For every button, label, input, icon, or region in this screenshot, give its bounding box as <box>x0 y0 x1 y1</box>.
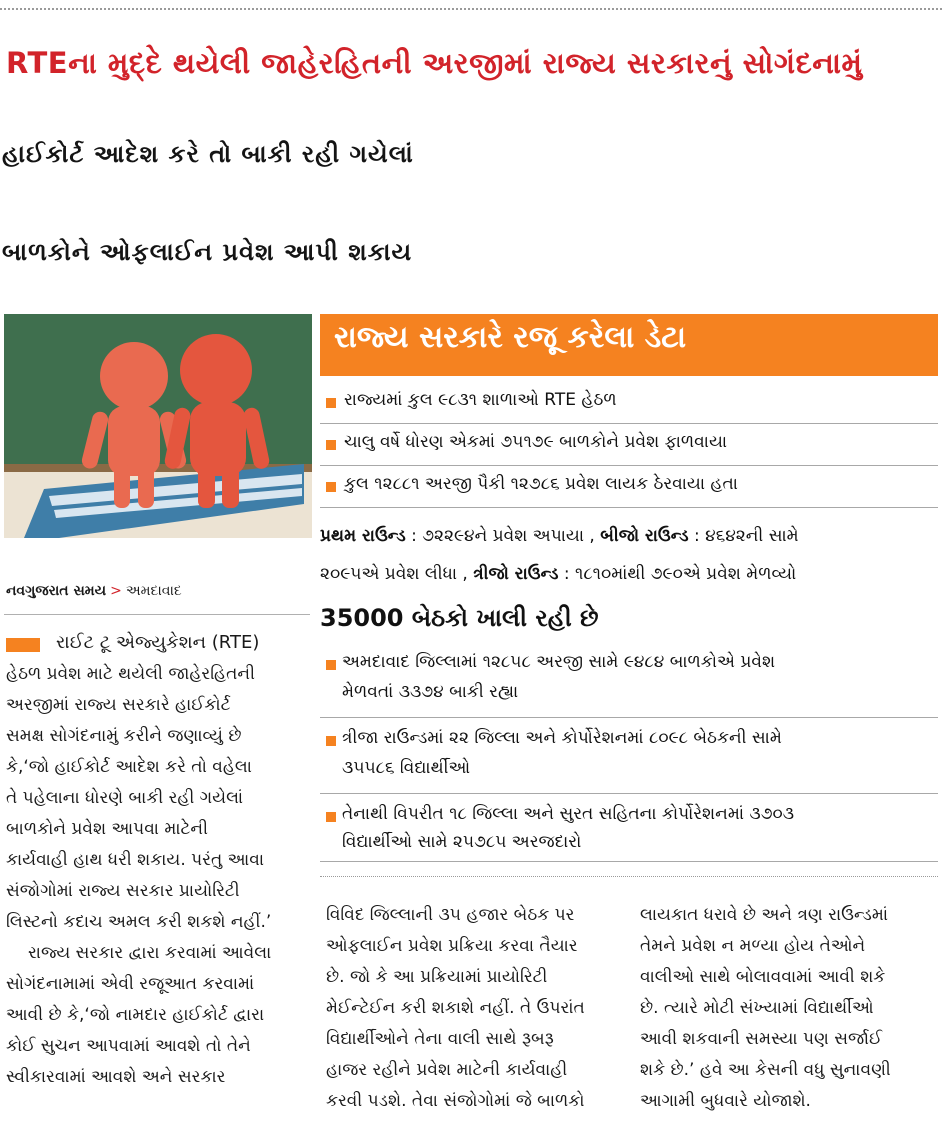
article-line: આવી શકવાની સમસ્યા પણ સર્જાઈ <box>640 1029 883 1049</box>
seat-item-line: મેળવતાં ૩૩૭૪ બાકી રહ્યા <box>342 682 519 702</box>
article-line: લાયકાત ધરાવે છે અને ત્રણ રાઉન્ડમાં <box>640 905 888 925</box>
bullet-square-icon <box>326 398 336 408</box>
article-line: કે,‘જો હાઈકોર્ટ આદેશ કરે તો વહેલા <box>6 757 252 777</box>
rounds-line-1 <box>320 526 799 546</box>
round-2-continuation: ૨૦૯૫એ પ્રવેશ લીધા , <box>320 564 468 584</box>
article-line: ઓફલાઈન પ્રવેશ પ્રક્રિયા કરવા તૈયાર <box>326 936 578 956</box>
bullet-square-icon <box>326 812 336 822</box>
seat-item <box>320 802 938 862</box>
article-line: હાજર રહીને પ્રવેશ માટેની કાર્યવાહી <box>326 1060 568 1080</box>
article-line: કરવી પડશે. તેવા સંજોગોમાં જે બાળકો <box>326 1091 585 1111</box>
seat-item <box>320 650 938 718</box>
illustration-svg <box>4 314 312 538</box>
data-bullet-row <box>320 382 938 424</box>
bullet-square-icon <box>326 660 336 670</box>
article-line: લિસ્ટનો કદાચ અમલ કરી શકશે નહીં.’ <box>6 912 272 932</box>
round-1-text: : ૭૨૨૯૪ને પ્રવેશ અપાયા , <box>411 526 595 546</box>
main-headline-line-1: હાઈકોર્ટ આદેશ કરે તો બાકી રહી ગયેલાં <box>2 140 414 168</box>
section-divider <box>320 876 938 877</box>
seat-item-line: અમદાવાદ જિલ્લામાં ૧૨૮૫૮ અરજી સામે ૯૪૮૪ બાળકોએ પ્રવેશ <box>342 652 776 672</box>
article-line: વિદ્યાર્થીઓને તેના વાલી સાથે રૂબરૂ <box>326 1029 554 1049</box>
byline <box>6 583 182 599</box>
main-headline-line-2: બાળકોને ઓફલાઈન પ્રવેશ આપી શકાય <box>2 238 413 266</box>
byline-place: અમદાવાદ <box>125 583 182 599</box>
seat-item-line: ત્રીજા રાઉન્ડમાં ૨૨ જિલ્લા અને કોર્પોરેશનમાં ૮૦૯૮ બેઠકની સામે <box>342 728 782 748</box>
article-line: કાર્યવાહી હાથ ધરી શકાય. પરંતુ આવા <box>6 850 265 870</box>
article-line: સોગંદનામામાં એવી રજૂઆત કરવામાં <box>6 974 255 994</box>
kicker-headline: RTEના મુદ્દે થયેલી જાહેરહિતની અરજીમાં રાજ્ય સરકારનું સોગંદનામું <box>6 46 863 80</box>
children-illustration <box>4 314 312 538</box>
article-line: અરજીમાં રાજ્ય સરકારે હાઈકોર્ટ <box>6 695 231 715</box>
data-bullet-row <box>320 424 938 466</box>
data-bullet-text: કુલ ૧૨૮૮૧ અરજી પૈકી ૧૨૭૮૬ પ્રવેશ લાયક ઠેરવાયા હતા <box>344 474 738 494</box>
round-2-label: બીજો રાઉન્ડ <box>600 526 689 546</box>
rounds-line-2 <box>320 564 796 584</box>
article-line: રાજ્ય સરકાર દ્વારા કરવામાં આવેલા <box>28 943 272 963</box>
round-2-text: : ૪૬૪૨ની સામે <box>694 526 799 546</box>
data-bullet-row <box>320 466 938 508</box>
article-line: વિવિદ જિલ્લાની ૩૫ હજાર બેઠક પર <box>326 905 575 925</box>
round-3-text: : ૧૮૧૦માંથી ૭૯૦એ પ્રવેશ મેળવ્યો <box>563 564 797 584</box>
round-1-label: પ્રથમ રાઉન્ડ <box>320 526 406 546</box>
lead-paragraph-marker <box>6 638 40 652</box>
byline-source: નવગુજરાત સમય <box>6 583 107 599</box>
article-line: સ્વીકારવામાં આવશે અને સરકાર <box>6 1067 226 1087</box>
article-line: તેમને પ્રવેશ ન મળ્યા હોય તેઓને <box>640 936 866 956</box>
article-line: હેઠળ પ્રવેશ માટે થયેલી જાહેરહિતની <box>6 664 255 684</box>
article-line: શકે છે.’ હવે આ કેસની વધુ સુનાવણી <box>640 1060 891 1080</box>
article-line: બાળકોને પ્રવેશ આપવા માટેની <box>6 819 208 839</box>
article-line: તે પહેલાના ધોરણે બાકી રહી ગયેલાં <box>6 788 244 808</box>
bullet-square-icon <box>326 736 336 746</box>
data-box-title: રાજ્ય સરકારે રજૂ કરેલા ડેટા <box>334 320 687 355</box>
article-line: સંજોગોમાં રાજ્ય સરકાર પ્રાયોરિટી <box>6 881 240 901</box>
data-box-header-bar <box>320 314 938 376</box>
article-line: આવી છે કે,‘જો નામદાર હાઈકોર્ટ દ્વારા <box>6 1005 265 1025</box>
round-3-label: ત્રીજો રાઉન્ડ <box>473 564 559 584</box>
article-line: રાઈટ ટૂ એજ્યુકેશન (RTE) <box>56 632 260 653</box>
top-dotted-rule <box>0 8 942 10</box>
government-data-box <box>320 314 938 862</box>
byline-arrow-icon: > <box>110 583 122 599</box>
seat-item-line: ૩૫૫૮૬ વિદ્યાર્થીઓ <box>342 758 471 778</box>
article-line: છે. જો કે આ પ્રક્રિયામાં પ્રાયોરિટી <box>326 967 548 987</box>
article-line: મેઈન્ટેઈન કરી શકાશે નહીં. તે ઉપરાંત <box>326 998 585 1018</box>
seat-item-line: વિદ્યાર્થીઓ સામે ૨૫૭૮૫ અરજદારો <box>342 832 582 852</box>
bullet-square-icon <box>326 482 336 492</box>
article-line: વાલીઓ સાથે બોલાવવામાં આવી શકે <box>640 967 886 987</box>
seat-item-line: તેનાથી વિપરીત ૧૮ જિલ્લા અને સુરત સહિતના કોર્પોરેશનમાં ૩૭૦૩ <box>342 804 795 824</box>
article-line: કોઈ સુચન આપવામાં આવશે તો તેને <box>6 1036 251 1056</box>
byline-rule <box>4 614 310 615</box>
data-bullet-text: રાજ્યમાં કુલ ૯૮૩૧ શાળાઓ RTE હેઠળ <box>344 390 617 410</box>
article-line: આગામી બુધવારે યોજાશે. <box>640 1091 811 1111</box>
article-line: સમક્ષ સોગંદનામું કરીને જણાવ્યું છે <box>6 726 242 746</box>
article-line: છે. ત્યારે મોટી સંખ્યામાં વિદ્યાર્થીઓ <box>640 998 874 1018</box>
bullet-square-icon <box>326 440 336 450</box>
vacant-seats-heading: 35000 બેઠકો ખાલી રહી છે <box>320 604 599 632</box>
seat-item <box>320 726 938 794</box>
data-bullet-text: ચાલુ વર્ષે ધોરણ એકમાં ૭૫૧૭૯ બાળકોને પ્રવેશ ફાળવાયા <box>344 432 728 452</box>
